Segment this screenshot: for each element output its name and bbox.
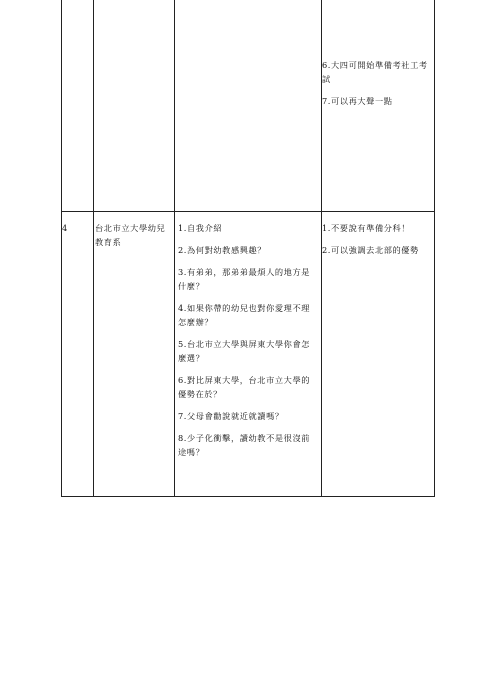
advice-item: 1.不要說有準備分科！ bbox=[322, 223, 411, 233]
question-item: 8.少子化衝擊，讀幼教不是很沒前途嗎？ bbox=[178, 433, 311, 457]
table-divider-2 bbox=[174, 0, 175, 497]
question-item: 4.如果你帶的幼兒也對你愛理不理怎麼辦？ bbox=[178, 303, 311, 327]
table-border-left bbox=[61, 0, 62, 497]
question-item: 3.有弟弟，那弟弟最煩人的地方是什麼？ bbox=[178, 267, 311, 291]
school-name: 台北市立大學幼兒教育系 bbox=[95, 223, 166, 247]
advice-item: 7.可以再大聲一點 bbox=[322, 96, 393, 106]
row-number: 4 bbox=[62, 223, 68, 233]
questions-cell bbox=[178, 221, 318, 467]
question-item: 1.自我介紹 bbox=[178, 223, 223, 233]
advice-item: 2.可以強調去北部的優勢 bbox=[322, 245, 419, 255]
advice-cell bbox=[322, 221, 430, 265]
question-item: 7.父母會勸說就近就讀嗎？ bbox=[178, 411, 284, 421]
question-item: 2.為何對幼教感興趣？ bbox=[178, 245, 267, 255]
prev-row-advice-cell bbox=[322, 58, 430, 116]
table-border-right bbox=[434, 0, 435, 497]
question-item: 5.台北市立大學與屏東大學你會怎麼選？ bbox=[178, 339, 311, 363]
table-border-bottom bbox=[61, 496, 435, 497]
row-separator bbox=[61, 211, 435, 212]
advice-item: 6.大四可開始準備考社工考試 bbox=[322, 60, 428, 84]
question-item: 6.對比屏東大學，台北市立大學的優勢在於？ bbox=[178, 375, 311, 399]
table-divider-1 bbox=[93, 0, 94, 497]
